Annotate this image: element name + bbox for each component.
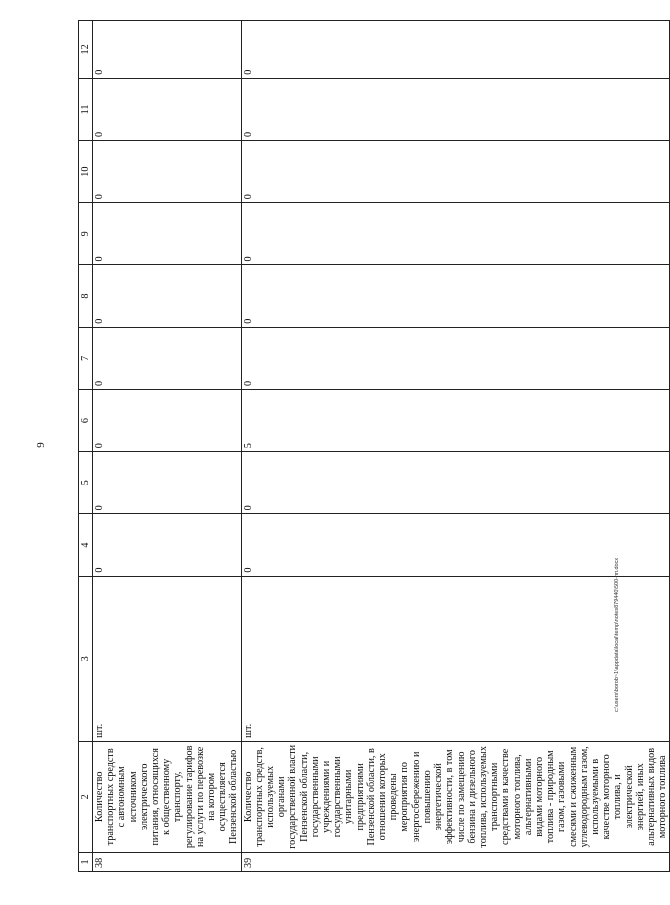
table-row xyxy=(241,21,670,872)
header-cell: 4 xyxy=(79,514,93,576)
indicator-name: Количество транспортных средств с автономным источником электрического питания, относящихся к общественному транспорту, регулирование тарифов на услуги по перевозке на котором осуществляется Пензенской областью xyxy=(93,741,242,852)
value-cell: 0 xyxy=(241,203,670,265)
header-cell: 2 xyxy=(79,741,93,852)
value-cell: 0 xyxy=(93,452,242,514)
header-cell: 1 xyxy=(79,852,93,871)
indicator-table xyxy=(78,20,670,872)
value-cell: 0 xyxy=(93,514,242,576)
value-cell: 0 xyxy=(241,265,670,327)
header-cell: 11 xyxy=(79,78,93,140)
value-cell: 0 xyxy=(241,21,670,79)
header-cell: 9 xyxy=(79,203,93,265)
value-cell: 0 xyxy=(241,452,670,514)
header-cell: 5 xyxy=(79,452,93,514)
row-index: 39 xyxy=(241,852,670,871)
header-cell: 10 xyxy=(79,141,93,203)
unit-cell: шт. xyxy=(241,576,670,741)
value-cell: 0 xyxy=(93,21,242,79)
value-cell: 0 xyxy=(241,514,670,576)
value-cell: 0 xyxy=(93,141,242,203)
value-cell: 0 xyxy=(241,141,670,203)
header-cell: 7 xyxy=(79,327,93,389)
indicator-name: Количество транспортных средств, используемых органами государственной власти Пензенской области, государственными учреждениями и государственными унитарными предприятиями Пензенской области, в отношении которых проведены мероприятия по энергосбережению и повышению энергетической эффективности, в том числе по замещению бензина и дизельного топлива, используемых транспортными средствами в качестве моторного топлива, альтернативными видами моторного топлива - природным газом, газовыми смесями и сжиженным углеводородным газом, используемыми в качестве моторного топлива, и электрической энергией, иных альтернативных видов моторного топлива xyxy=(241,741,670,852)
value-cell: 0 xyxy=(93,389,242,451)
value-cell: 5 xyxy=(241,389,670,451)
value-cell: 0 xyxy=(241,78,670,140)
header-cell: 3 xyxy=(79,576,93,741)
table-header-row xyxy=(79,21,93,872)
file-path: c:\users\borob~1\appdata\local\temp\notes879440\500-пп.docx xyxy=(614,557,620,712)
row-index: 38 xyxy=(93,852,242,871)
value-cell: 0 xyxy=(93,327,242,389)
header-cell: 6 xyxy=(79,389,93,451)
value-cell: 0 xyxy=(241,327,670,389)
header-cell: 8 xyxy=(79,265,93,327)
header-cell: 12 xyxy=(79,21,93,79)
page-number: 9 xyxy=(35,442,47,448)
value-cell: 0 xyxy=(93,78,242,140)
value-cell: 0 xyxy=(93,203,242,265)
table-row xyxy=(93,21,242,872)
unit-cell: шт. xyxy=(93,576,242,741)
value-cell: 0 xyxy=(93,265,242,327)
